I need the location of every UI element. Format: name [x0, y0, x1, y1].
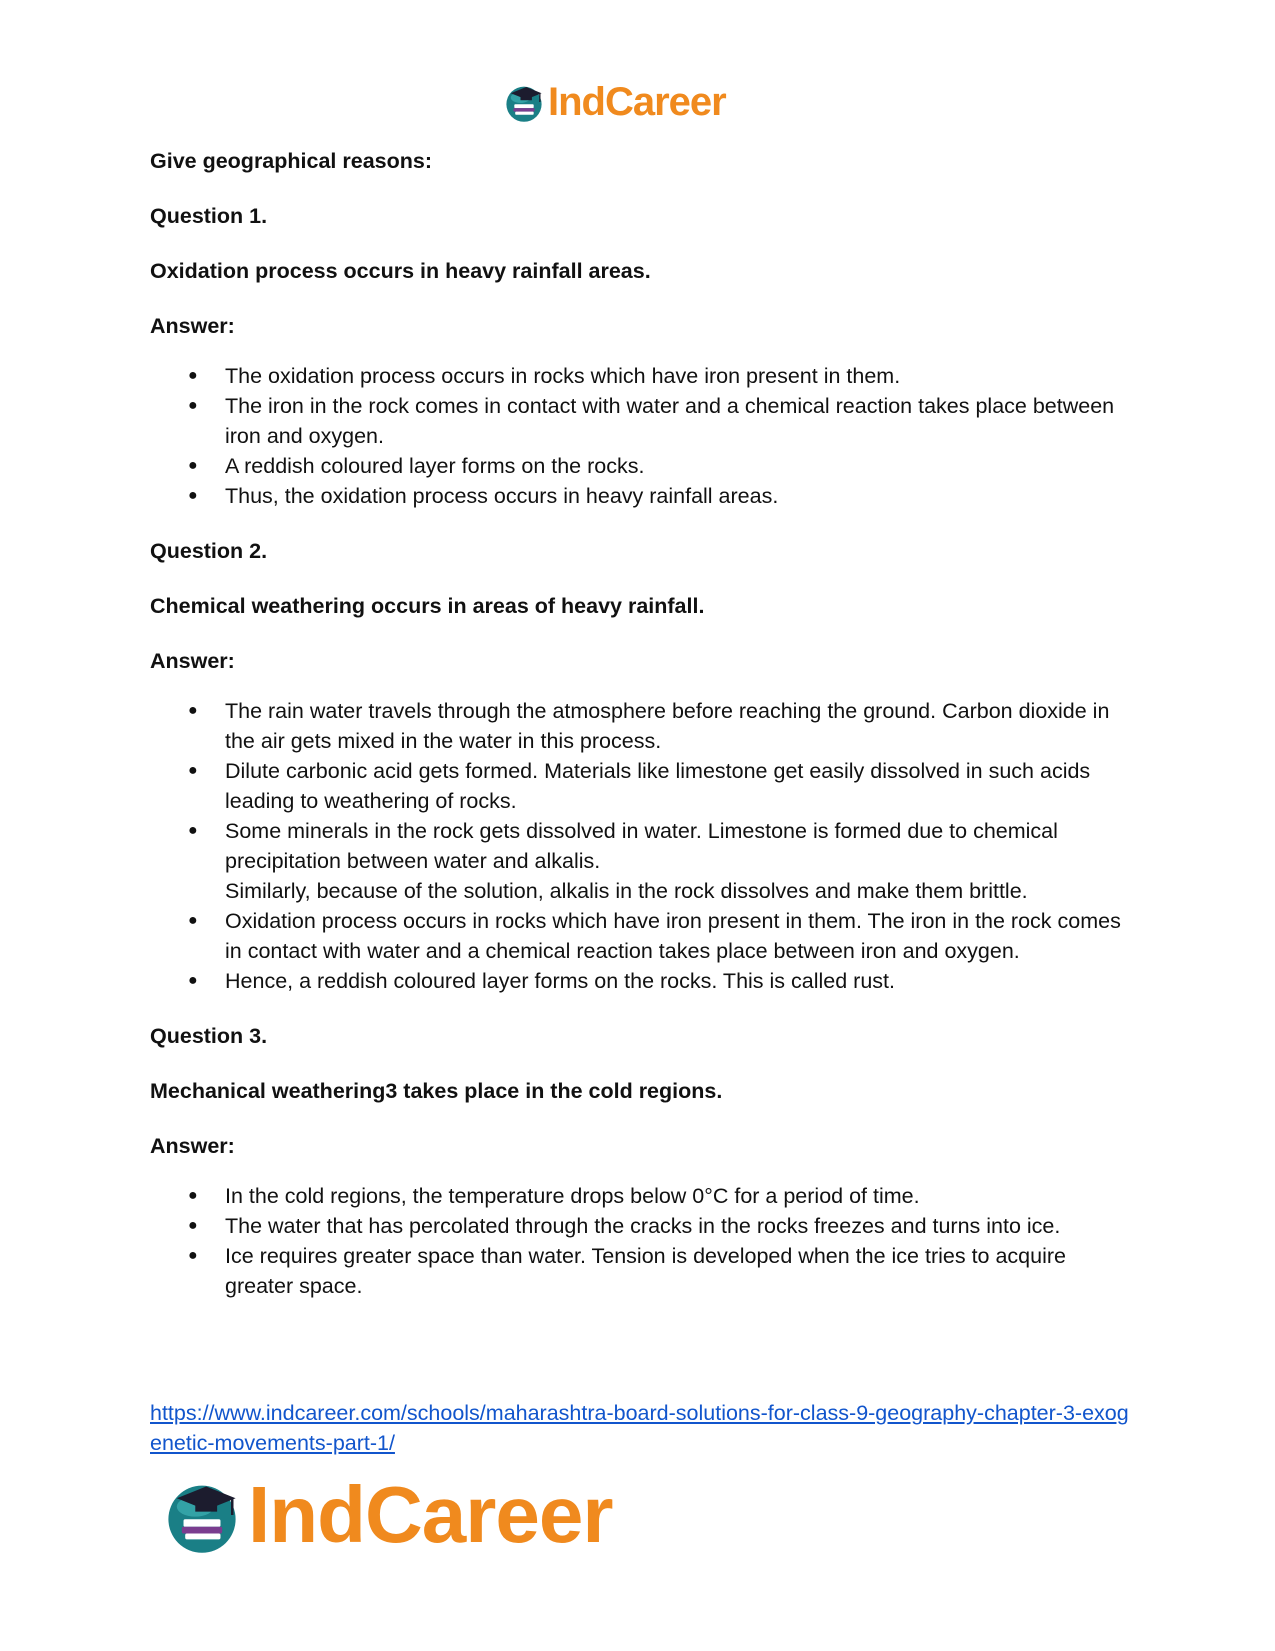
section-heading: Give geographical reasons: [150, 149, 432, 173]
list-item: ● Thus, the oxidation process occurs in heavy rainfall areas. [150, 481, 1135, 511]
bullet-icon: ● [188, 972, 198, 989]
bullet-icon: ● [188, 912, 198, 929]
source-link[interactable]: https://www.indcareer.com/schools/maharashtra-board-solutions-for-class-9-geography-chapter-3-exogenetic-movements-part-1/ [150, 1401, 1129, 1455]
bullet-icon: ● [188, 822, 198, 839]
indcareer-logo-bottom [160, 1470, 612, 1560]
logo-wordmark: IndCareer [548, 80, 726, 124]
question-title: Oxidation process occurs in heavy rainfall areas. [150, 259, 651, 283]
list-item: ● In the cold regions, the temperature drops below 0°C for a period of time. [150, 1181, 1135, 1211]
question-number: Question 3. [150, 1024, 268, 1048]
list-item: ● Some minerals in the rock gets dissolved in water. Limestone is formed due to chemical precipitation between water and alkalis. Similarly, because of the solution, alkalis in the rock dissolves and make them brittle. [150, 816, 1135, 906]
list-item: ● Ice requires greater space than water. Tension is developed when the ice tries to acquire greater space. [150, 1241, 1135, 1301]
logo-wordmark: IndCareer [248, 1470, 613, 1559]
graduation-book-globe-icon [502, 80, 546, 124]
bullet-icon: ● [188, 702, 198, 719]
answer-list [150, 696, 1135, 996]
question-title: Mechanical weathering3 takes place in the cold regions. [150, 1079, 723, 1103]
list-item: ● Oxidation process occurs in rocks which have iron present in them. The iron in the rock comes in contact with water and a chemical reaction takes place between iron and oxygen. [150, 906, 1135, 966]
list-item: ● Hence, a reddish coloured layer forms on the rocks. This is called rust. [150, 966, 1135, 996]
bullet-icon: ● [188, 457, 198, 474]
answer-list [150, 361, 1135, 511]
question-number: Question 1. [150, 204, 268, 228]
question-title: Chemical weathering occurs in areas of heavy rainfall. [150, 594, 705, 618]
document-body [150, 146, 1135, 1301]
list-item: ● The oxidation process occurs in rocks which have iron present in them. [150, 361, 1135, 391]
graduation-book-globe-icon [160, 1473, 244, 1557]
indcareer-logo-top [502, 80, 726, 124]
answer-label: Answer: [150, 649, 235, 673]
list-item: ● The iron in the rock comes in contact with water and a chemical reaction takes place between iron and oxygen. [150, 391, 1135, 451]
list-item: ● Dilute carbonic acid gets formed. Materials like limestone get easily dissolved in such acids leading to weathering of rocks. [150, 756, 1135, 816]
answer-label: Answer: [150, 314, 235, 338]
bullet-icon: ● [188, 397, 198, 414]
bullet-icon: ● [188, 367, 198, 384]
answer-list [150, 1181, 1135, 1301]
bullet-icon: ● [188, 1187, 198, 1204]
list-item-continuation: Similarly, because of the solution, alkalis in the rock dissolves and make them brittle. [225, 879, 1028, 903]
list-item: ● A reddish coloured layer forms on the rocks. [150, 451, 1135, 481]
question-number: Question 2. [150, 539, 268, 563]
bullet-icon: ● [188, 762, 198, 779]
bullet-icon: ● [188, 1217, 198, 1234]
list-item: ● The water that has percolated through the cracks in the rocks freezes and turns into ice. [150, 1211, 1135, 1241]
bullet-icon: ● [188, 1247, 198, 1264]
list-item: ● The rain water travels through the atmosphere before reaching the ground. Carbon dioxide in the air gets mixed in the water in this process. [150, 696, 1135, 756]
answer-label: Answer: [150, 1134, 235, 1158]
bullet-icon: ● [188, 487, 198, 504]
